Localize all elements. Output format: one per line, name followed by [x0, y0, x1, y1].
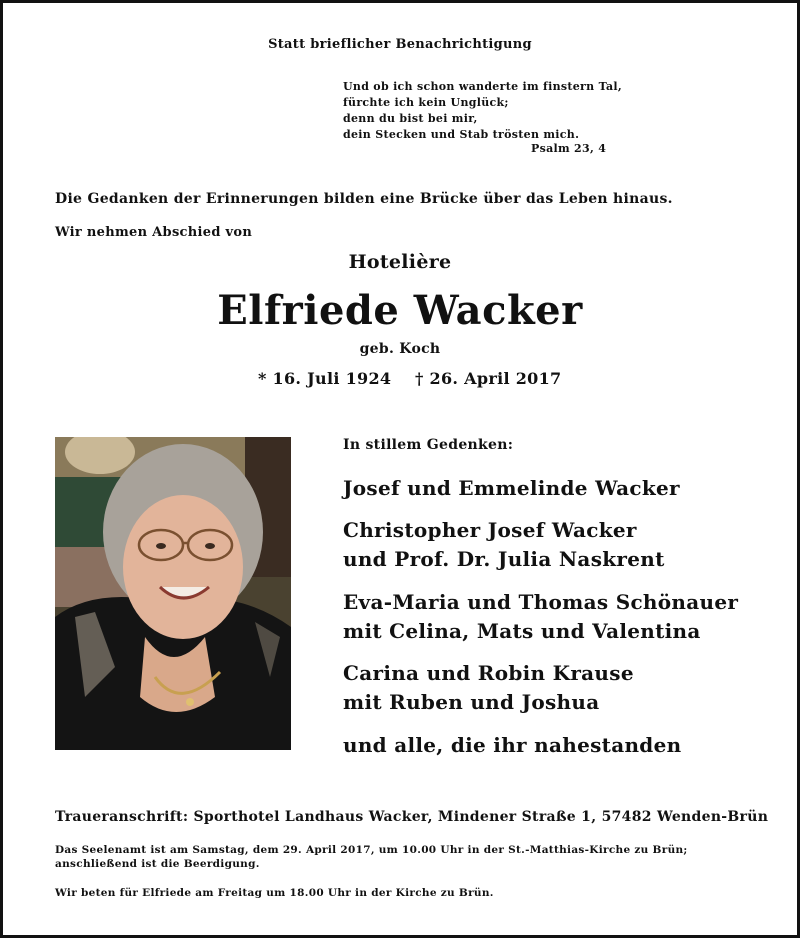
notice-header: Statt brieflicher Benachrichtigung [268, 37, 532, 52]
prayer-info: Wir beten für Elfriede am Freitag um 18.00 Uhr in der Kirche zu Brün. [55, 887, 494, 899]
mourner-line: und Prof. Dr. Julia Naskrent [343, 547, 665, 571]
psalm-line: denn du bist bei mir, [343, 112, 478, 125]
memorial-quote: Die Gedanken der Erinnerungen bilden eine Brücke über das Leben hinaus. [55, 191, 673, 207]
deceased-title: Hotelière [348, 251, 452, 273]
mourner-line: Carina und Robin Krause [343, 661, 634, 685]
mourner-line: mit Ruben und Joshua [343, 690, 600, 714]
birth-date: * 16. Juli 1924 [258, 369, 392, 388]
mourner-line: und alle, die ihr nahestanden [343, 733, 682, 757]
mourner-line: mit Celina, Mats und Valentina [343, 619, 701, 643]
psalm-reference: Psalm 23, 4 [531, 142, 607, 155]
psalm-line: Und ob ich schon wanderte im finstern Tal, [343, 80, 623, 93]
mourner-line: Eva-Maria und Thomas Schönauer [343, 590, 739, 614]
mourner-group [343, 516, 665, 574]
deceased-name: Elfriede Wacker [217, 287, 583, 334]
mourner-line: Christopher Josef Wacker [343, 518, 637, 542]
memorial-heading: In stillem Gedenken: [343, 437, 514, 453]
psalm-line: dein Stecken und Stab trösten mich. [343, 128, 580, 141]
farewell-line: Wir nehmen Abschied von [55, 225, 253, 240]
portrait-photo [55, 437, 291, 750]
mourner-group [343, 659, 634, 717]
mourner-line: Josef und Emmelinde Wacker [343, 476, 680, 500]
maiden-name: geb. Koch [359, 341, 441, 357]
psalm-line: fürchte ich kein Unglück; [343, 96, 509, 109]
death-date: † 26. April 2017 [415, 369, 562, 388]
mourner-group [343, 474, 680, 503]
mourner-group [343, 588, 738, 646]
mourner-group [343, 731, 681, 760]
psalm-verse [343, 79, 622, 143]
funeral-service-info: Das Seelenamt ist am Samstag, dem 29. April 2017, um 10.00 Uhr in der St.-Matthias-Kirche zu Brün; anschließend ist die Beerdigung. [55, 844, 688, 870]
mourning-address: Traueranschrift: Sporthotel Landhaus Wacker, Mindener Straße 1, 57482 Wenden-Brün [55, 809, 769, 825]
